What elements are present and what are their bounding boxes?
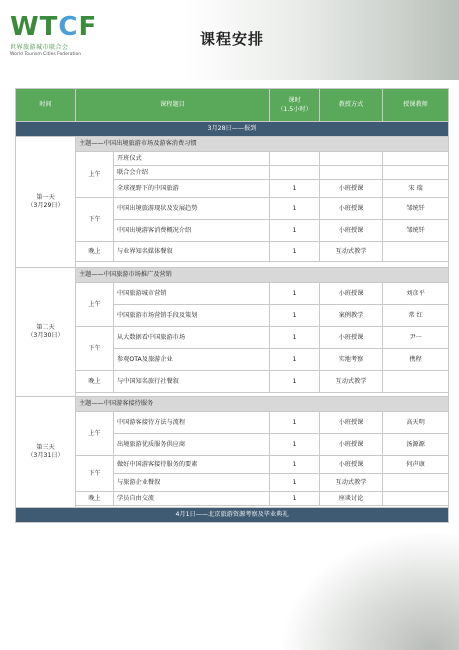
graduation-row: 4月1日——北京旅游资源考察及毕业典礼 — [16, 508, 449, 523]
col-header-time: 时间 — [16, 89, 76, 122]
table-row: 下午 中国出境旅游现状及发展趋势 1 小班授课 邹统钎 — [16, 198, 449, 220]
table-header-row — [16, 89, 449, 122]
table-row: 与旅游企业餐叙 1 互动式教学 — [16, 474, 449, 492]
table-row: 中国旅游市场营销手段及策划 1 案例教学 常 红 — [16, 305, 449, 327]
table-row: 晚上 与中国知名旅行社餐叙 1 互动式教学 — [16, 371, 449, 393]
logo-chinese-name: 世界旅游城市联合会 — [10, 44, 69, 51]
arrival-row: 3月28日——报到 — [16, 122, 449, 137]
session-am: 上午 — [76, 283, 114, 327]
session-am: 上午 — [76, 412, 114, 456]
table-row: 中国出境游客消费概况介绍 1 小班授课 邹统钎 — [16, 220, 449, 242]
table-row: 联合会介绍 — [16, 166, 449, 180]
logo-mark: WTCF — [10, 12, 98, 42]
session-eve: 晚上 — [76, 492, 114, 506]
session-pm: 下午 — [76, 327, 114, 371]
table-row: 参观OTA及旅游企业 1 实地考察 携程 — [16, 349, 449, 371]
col-header-topic: 课程题目 — [76, 89, 270, 122]
table-row: 上午 中国游客接待方法与流程 1 小班授课 高天明 — [16, 412, 449, 434]
day-cell: 第三天 （3月31日） — [16, 397, 76, 508]
session-pm: 下午 — [76, 456, 114, 492]
day-cell: 第一天 （3月29日） — [16, 137, 76, 268]
col-header-teacher: 授课教师 — [383, 89, 449, 122]
day-cell: 第二天 （3月30日） — [16, 268, 76, 397]
page-title: 课程安排 — [200, 30, 265, 48]
session-eve: 晚上 — [76, 371, 114, 393]
table-row: 上午 开班仪式 — [16, 152, 449, 166]
session-am: 上午 — [76, 152, 114, 198]
table-row: 下午 做好中国游客接待服务的要素 1 小班授课 何声康 — [16, 456, 449, 474]
schedule-table — [15, 88, 449, 523]
wtcf-logo — [10, 14, 120, 57]
table-row: 下午 从大数据看中国旅游市场 1 小班授课 尹一 — [16, 327, 449, 349]
col-header-method: 教授方式 — [320, 89, 383, 122]
session-eve: 晚上 — [76, 242, 114, 262]
table-row: 晚上 学员自由交流 1 座谈讨论 — [16, 492, 449, 506]
logo-english-name: World Tourism Cities Federation — [10, 52, 82, 57]
table-row: 出境旅游优质服务供应商 1 小班授课 汤源源 — [16, 434, 449, 456]
table-row: 晚上 与业界知名媒体餐叙 1 互动式教学 — [16, 242, 449, 262]
table-row: 全球视野下的中国旅游 1 小班授课 宋 瑞 — [16, 180, 449, 198]
col-header-hours: 课时 （1.5小时） — [270, 89, 320, 122]
table-row: 上午 中国旅游城市营销 1 小班授课 刘彦平 — [16, 283, 449, 305]
footer-ink-decoration — [279, 530, 459, 650]
theme-row: 主题——中国游客接待服务 — [76, 397, 449, 412]
theme-row: 主题——中国旅游市场推广及营销 — [76, 268, 449, 283]
theme-row: 主题——中国出境旅游市场及游客消费习惯 — [76, 137, 449, 152]
session-pm: 下午 — [76, 198, 114, 242]
